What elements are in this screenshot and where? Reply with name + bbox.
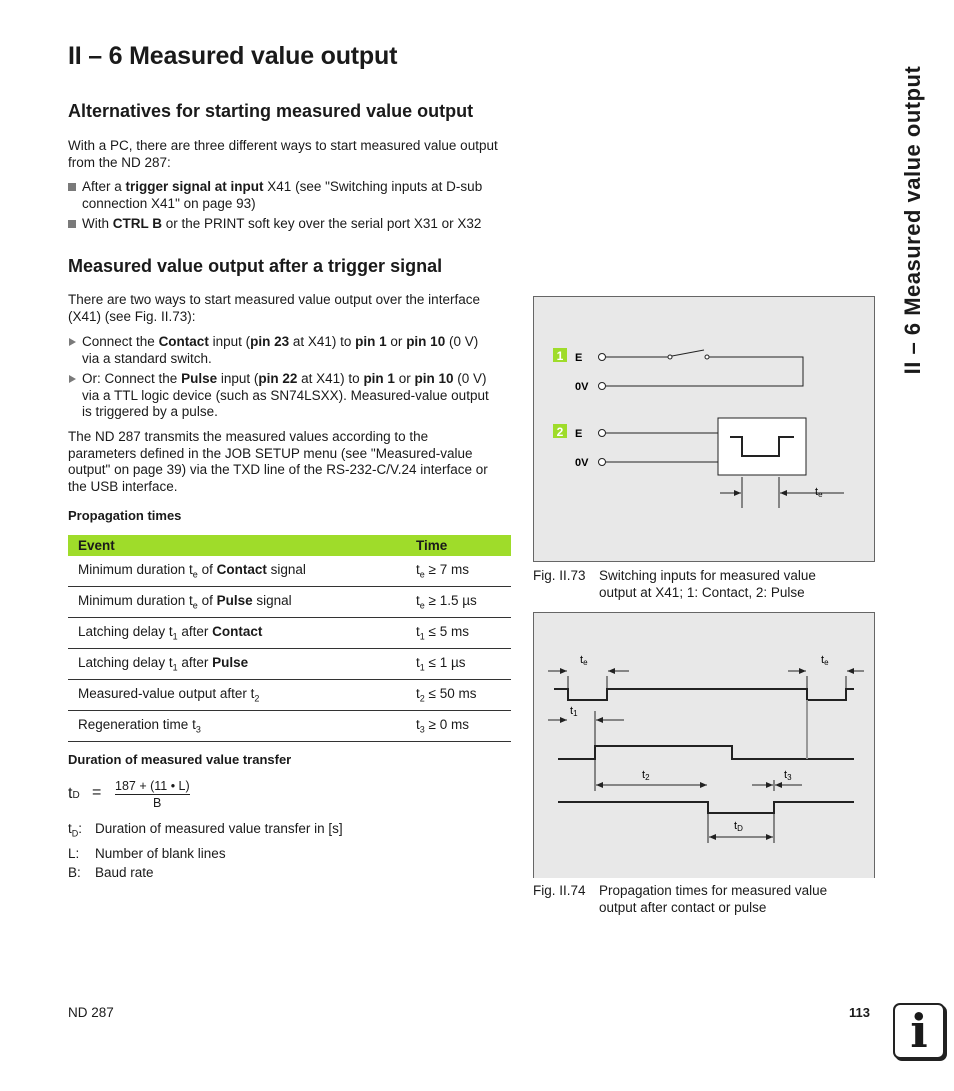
arrow-head xyxy=(709,834,716,840)
arrow-head xyxy=(799,668,806,674)
arrow-head xyxy=(560,717,567,723)
duration-formula xyxy=(68,779,268,815)
arrow-head xyxy=(700,782,707,788)
page-title: II – 6 Measured value output xyxy=(68,42,398,70)
label-0v-2: 0V xyxy=(575,457,589,469)
event-cell: Measured-value output after $t_2$ xyxy=(68,680,406,711)
section-heading-alternatives: Alternatives for starting measured value output xyxy=(68,101,474,121)
duration-heading: Duration of measured value transfer xyxy=(68,752,292,767)
label-te-left: te xyxy=(580,654,588,667)
caption-fig-74: Fig. II.74 Propagation times for measured value output after contact or pulse xyxy=(533,883,828,915)
formula-lhs: tD xyxy=(68,785,80,802)
transmit-paragraph: The ND 287 transmits the measured values according to the parameters defined in the JOB SETUP menu (see "Measured-value output" on page 39) via the TXD line of the RS-232-C/V.24 interface or the USB interface. xyxy=(68,429,488,494)
event-cell: Latching delay $t_1$ after Contact xyxy=(68,618,406,649)
bullet-ctrl-b: With CTRL B or the PRINT soft key over the serial port X31 or X32 xyxy=(68,216,527,233)
label-te-right: te xyxy=(821,654,829,667)
event-cell: Latching delay $t_1$ after Pulse xyxy=(68,649,406,680)
label-1: 1 xyxy=(556,349,564,363)
terminal-0v-2 xyxy=(599,459,606,466)
step-contact: Connect the Contact input (pin 23 at X41) to pin 1 or pin 10 (0 V) via a standard switch. xyxy=(68,334,532,367)
bullet-trigger-signal: After a trigger signal at input X41 (see "Switching inputs at D-sub connection X41" on page 93) xyxy=(68,179,527,212)
propagation-timing-diagram xyxy=(534,613,874,878)
time-cell: $t_1 \le 1$ µs xyxy=(406,649,511,680)
formula-numerator: 187 + (11 • L) xyxy=(115,779,190,793)
arrow-head xyxy=(766,782,773,788)
label-e-1: E xyxy=(575,352,583,364)
arrow-head xyxy=(847,668,854,674)
arrow-head xyxy=(596,782,603,788)
arrow-head xyxy=(775,782,782,788)
arrow-bullet-icon xyxy=(69,375,76,383)
info-icon: i xyxy=(893,1003,945,1059)
label-t2: t2 xyxy=(642,769,650,782)
definition-row: L: Number of blank lines xyxy=(68,845,226,861)
label-te: te xyxy=(815,486,823,499)
switch-contact xyxy=(705,355,709,359)
arrow-head xyxy=(734,490,741,496)
duration-definitions xyxy=(68,819,468,882)
formula-denominator: B xyxy=(153,796,162,810)
time-cell: $t_3 \ge 0$ ms xyxy=(406,711,511,742)
section2-intro: There are two ways to start measured value output over the interface (X41) (see Fig. II.73): xyxy=(68,292,480,324)
label-t3: t3 xyxy=(784,769,792,782)
arrow-bullet-icon xyxy=(69,338,76,346)
definition-row: B: Baud rate xyxy=(68,864,154,880)
event-cell: Minimum duration $t_e$ of Contact signal xyxy=(68,556,406,587)
arrow-head xyxy=(596,717,603,723)
table-row xyxy=(68,618,511,649)
trigger-signal-trace xyxy=(554,689,854,700)
figure-switching-inputs xyxy=(533,296,875,562)
table-row xyxy=(68,649,511,680)
section-heading-trigger: Measured value output after a trigger signal xyxy=(68,256,443,276)
label-0v-1: 0V xyxy=(575,381,589,393)
caption-fig-73: Fig. II.73 Switching inputs for measured value output at X41; 1: Contact, 2: Pulse xyxy=(533,568,816,600)
section1-intro: With a PC, there are three different ways to start measured value output from the ND 287: xyxy=(68,138,498,170)
arrow-head xyxy=(780,490,787,496)
table-row xyxy=(68,556,511,587)
terminal-0v-1 xyxy=(599,383,606,390)
pulse-generator-box xyxy=(718,418,806,475)
time-cell: $t_e \ge 7$ ms xyxy=(406,556,511,587)
square-bullet-icon xyxy=(68,220,76,228)
propagation-heading: Propagation times xyxy=(68,508,182,523)
table-row xyxy=(68,587,511,618)
col-time-header: Time xyxy=(406,535,511,556)
page-number: 113 xyxy=(849,1005,870,1020)
step-pulse: Or: Connect the Pulse input (pin 22 at X41) to pin 1 or pin 10 (0 V) via a TTL logic device (such as SN74LSXX). Measured-value output is triggered by a pulse. xyxy=(68,371,532,421)
table-header-row xyxy=(68,535,511,556)
col-event-header: Event xyxy=(68,535,406,556)
switching-inputs-diagram xyxy=(534,297,874,561)
time-cell: $t_e \ge 1.5$ µs xyxy=(406,587,511,618)
table-row xyxy=(68,711,511,742)
label-e-2: E xyxy=(575,428,583,440)
event-cell: Regeneration time $t_3$ xyxy=(68,711,406,742)
figure-propagation-times xyxy=(533,612,875,878)
propagation-table xyxy=(68,535,511,742)
definition-row: $t_D$: Duration of measured value transfer in [s] xyxy=(68,821,343,839)
terminal-e-1 xyxy=(599,354,606,361)
label-tD: tD xyxy=(734,820,743,833)
latch-signal-trace xyxy=(558,746,854,759)
terminal-e-2 xyxy=(599,430,606,437)
label-2: 2 xyxy=(556,425,564,439)
time-cell: $t_2 \le 50$ ms xyxy=(406,680,511,711)
arrow-head xyxy=(560,668,567,674)
label-t1: t1 xyxy=(570,705,578,718)
arrow-head xyxy=(608,668,615,674)
switch-contact xyxy=(668,355,672,359)
arrow-head xyxy=(766,834,773,840)
side-tab-title: II – 6 Measured value output xyxy=(900,65,925,375)
output-signal-trace xyxy=(558,802,854,813)
switch-lever xyxy=(672,350,704,356)
square-bullet-icon xyxy=(68,183,76,191)
wire xyxy=(606,357,803,386)
table-row xyxy=(68,680,511,711)
footer-model: ND 287 xyxy=(68,1005,114,1020)
formula-equals: = xyxy=(92,784,102,801)
event-cell: Minimum duration $t_e$ of Pulse signal xyxy=(68,587,406,618)
time-cell: $t_1 \le 5$ ms xyxy=(406,618,511,649)
